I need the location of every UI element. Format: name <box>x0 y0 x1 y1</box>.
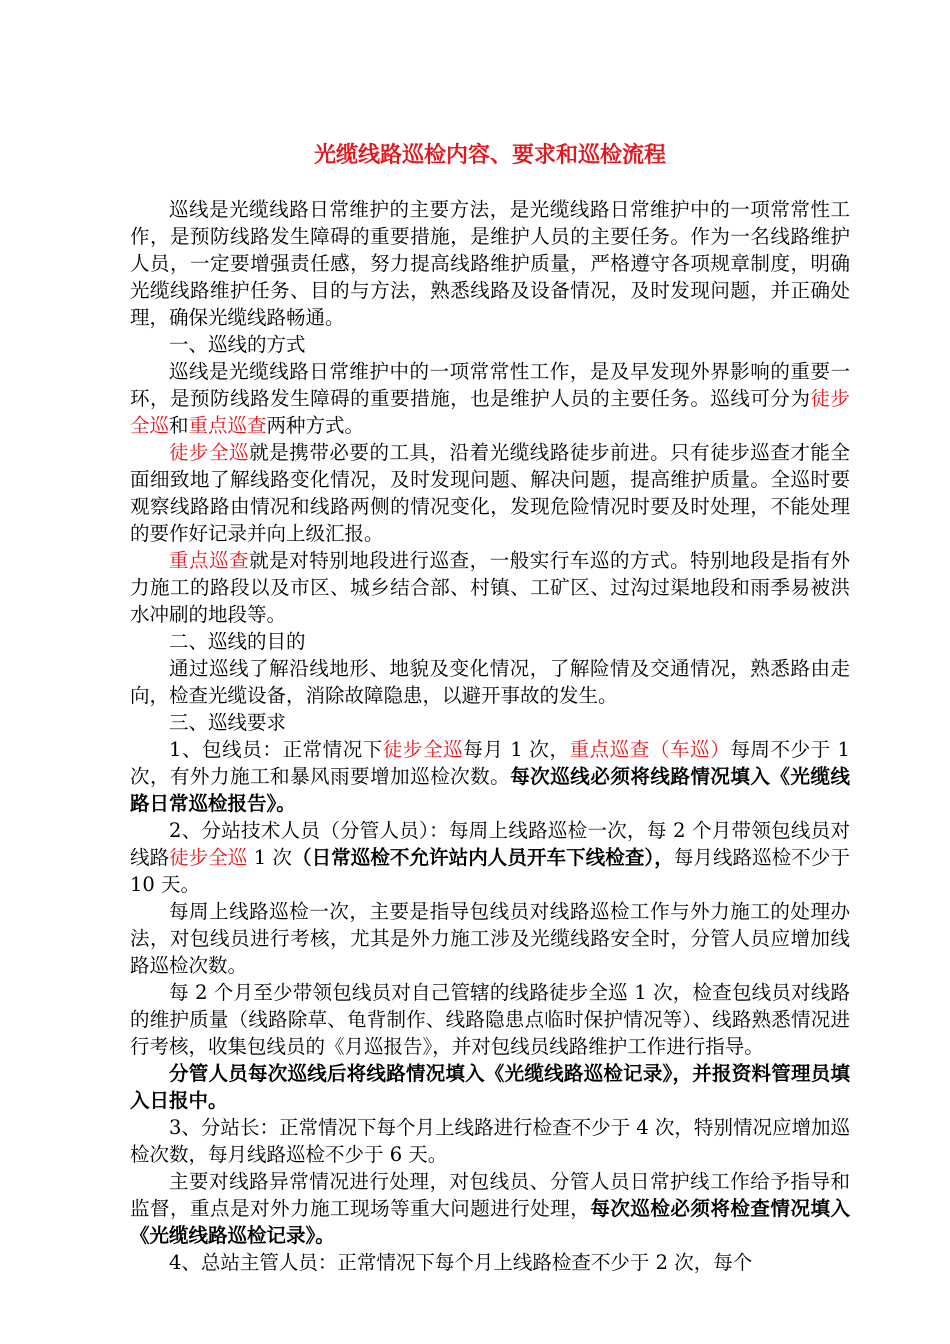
requirement-item-2 <box>130 817 850 898</box>
text-run: 每月线路巡检不少于 10 天。 <box>130 846 850 896</box>
text-run: 就是对特别地段进行巡查，一般实行车巡的方式。特别地段是指有外力施工的路段以及市区、城乡结合部、村镇、工矿区、过沟过渠地段和雨季易被洪水冲刷的地段等。 <box>130 549 850 626</box>
section-heading-3: 三、巡线要求 <box>169 711 287 734</box>
highlight-key-inspection: 重点巡查 <box>188 414 267 437</box>
text-run: 每周不少于 1 次，有外力施工和暴风雨要增加巡检次数。 <box>130 738 850 788</box>
section1-paragraph-3 <box>130 547 850 628</box>
intro-paragraph: 巡线是光缆线路日常维护的主要方法，是光缆线路日常维护中的一项常常性工作，是预防线路发生障碍的重要措施，是维护人员的主要任务。作为一名线路维护人员，一定要增强责任感，努力提高线路维护质量，严格遵守各项规章制度，明确光缆线路维护任务、目的与方法，熟悉线路及设备情况，及时发现问题，并正确处理，确保光缆线路畅通。 <box>130 198 850 329</box>
section2-paragraph: 通过巡线了解沿线地形、地貌及变化情况，了解险情及交通情况，熟悉路由走向，检查光缆设备，消除故障隐患，以避开事故的发生。 <box>130 657 850 707</box>
requirement-item-2-bold-note: 分管人员每次巡线后将线路情况填入《光缆线路巡检记录》，并报资料管理员填入日报中。 <box>130 1062 850 1112</box>
text-run: 每月 1 次， <box>463 738 570 761</box>
text-run: 巡线是光缆线路日常维护中的一项常常性工作，是及早发现外界影响的重要一环，是预防线路发生障碍的重要措施，也是维护人员的主要任务。巡线可分为 <box>130 360 850 410</box>
text-run: 1 次 <box>247 846 293 869</box>
requirement-item-2-detail-1: 每周上线路巡检一次，主要是指导包线员对线路巡检工作与外力施工的处理办法，对包线员进行考核，尤其是外力施工涉及光缆线路安全时，分管人员应增加线路巡检次数。 <box>130 900 850 977</box>
document-title: 光缆线路巡检内容、要求和巡检流程 <box>313 142 666 168</box>
requirement-item-3: 3、分站长：正常情况下每个月上线路进行检查不少于 4 次，特别情况应增加巡检次数，每月线路巡检不少于 6 天。 <box>130 1116 850 1166</box>
section1-paragraph-2 <box>130 439 850 547</box>
text-run: 1、包线员：正常情况下 <box>169 738 383 761</box>
requirement-item-1 <box>130 736 850 817</box>
section1-paragraph-1 <box>130 358 850 439</box>
highlight-walk-patrol: 徒步全巡 <box>169 441 250 464</box>
text-run: 就是携带必要的工具，沿着光缆线路徒步前进。只有徒步巡查才能全面细致地了解线路变化情况，及时发现问题、解决问题，提高维护质量。全巡时要观察线路路由情况和线路两侧的情况变化，发现危险情况时要及时处理，不能处理的要作好记录并向上级汇报。 <box>130 441 850 545</box>
highlight-key-inspection: 重点巡查 <box>169 549 250 572</box>
section-heading-2: 二、巡线的目的 <box>169 630 306 653</box>
highlight-walk-patrol: 徒步全巡 <box>130 387 850 437</box>
requirement-item-4: 4、总站主管人员：正常情况下每个月上线路检查不少于 2 次，每个 <box>169 1251 753 1274</box>
highlight-walk-patrol: 徒步全巡 <box>382 738 464 761</box>
text-run: 2、分站技术人员（分管人员）：每周上线路巡检一次，每 2 个月带领包线员对线路 <box>130 819 850 869</box>
text-run: 主要对线路异常情况进行处理，对包线员、分管人员日常护线工作给予指导和监督，重点是对外力施工现场等重大问题进行处理， <box>130 1170 850 1220</box>
document-page <box>130 140 850 1276</box>
bold-note: 每次巡线必须将线路情况填入《光缆线路日常巡检报告》。 <box>130 765 850 815</box>
bold-note: 每次巡检必须将检查情况填入《光缆线路巡检记录》。 <box>130 1197 850 1247</box>
requirement-item-3-detail <box>130 1168 850 1249</box>
requirement-item-2-detail-2: 每 2 个月至少带领包线员对自己管辖的线路徒步全巡 1 次，检查包线员对线路的维护质量（线路除草、龟背制作、线路隐患点临时保护情况等）、线路熟悉情况进行考核，收集包线员的《月巡报告》，并对包线员线路维护工作进行指导。 <box>130 981 850 1058</box>
bold-note: （日常巡检不允许站内人员开车下线检查）， <box>292 846 674 869</box>
text-run: 和 <box>169 414 189 437</box>
text-run: 两种方式。 <box>266 414 365 437</box>
section-heading-1: 一、巡线的方式 <box>169 333 306 356</box>
highlight-walk-patrol: 徒步全巡 <box>169 846 248 869</box>
highlight-vehicle-inspection: 重点巡查（车巡） <box>569 738 731 761</box>
